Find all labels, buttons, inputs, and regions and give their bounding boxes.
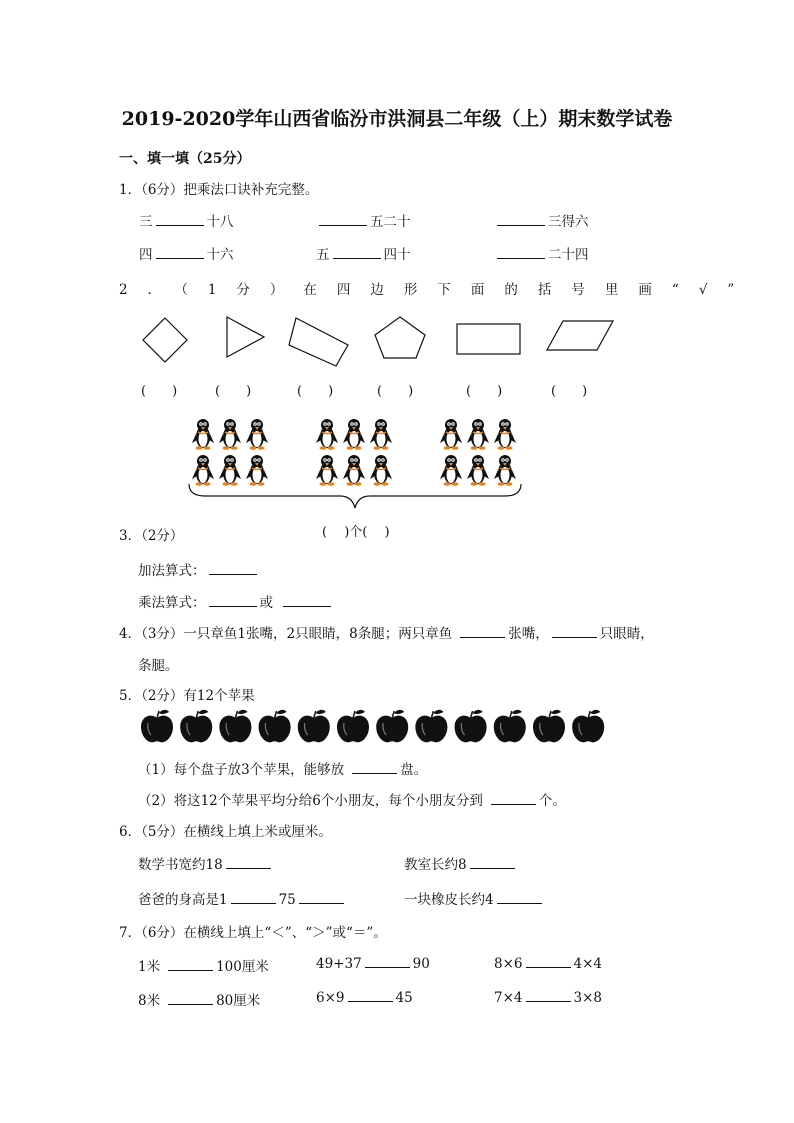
apple-icon [337,710,369,742]
question-6-stem: 6．（5分）在横线上填上米或厘米。 [119,824,332,840]
answer-blank[interactable] [526,955,571,968]
q7-item: 49+37 90 [316,956,430,972]
answer-paren[interactable]: ( ) [551,384,588,399]
pentagon-shape [375,317,425,358]
penguin-icon [316,455,338,486]
penguin-icon [246,419,268,450]
q1-item-1: 三 十八 [139,214,234,230]
penguin-icon [467,419,489,450]
apple-icon [180,710,212,742]
rectangle-shape [457,324,520,354]
answer-paren[interactable]: ( ) [466,384,503,399]
q6-item-b: 教室长约8 [404,853,518,873]
penguin-icon [494,455,516,486]
question-3-stem: 3．（2分） [119,528,184,544]
penguin-icon [440,455,462,486]
penguin-icon [370,419,392,450]
penguin-icon [440,419,462,450]
answer-blank[interactable] [470,856,515,869]
q5-part-1: （1）每个盘子放3个苹果，能够放 盘。 [138,762,428,778]
answer-blank[interactable] [526,989,571,1002]
answer-blank[interactable] [299,891,344,904]
q1-item-3: 三得六 [494,210,589,230]
quadrilateral-shape [289,318,348,366]
penguin-icon [219,419,241,450]
page-title: 2019-2020学年山西省临汾市洪洞县二年级（上）期末数学试卷 [121,108,673,130]
answer-blank[interactable] [168,958,213,971]
answer-blank[interactable] [209,562,257,575]
answer-blank[interactable] [168,992,213,1005]
apple-icon [572,710,604,742]
question-1-stem: 1．（6分）把乘法口诀补充完整。 [119,182,319,198]
answer-paren[interactable]: ( ) [297,384,334,399]
parallelogram-shape [547,321,613,350]
answer-blank[interactable] [231,891,276,904]
apple-icon [141,710,173,742]
answer-blank[interactable] [333,246,381,259]
penguin-caption: ( )个( ) [322,525,390,540]
penguin-groups-figure [0,412,794,522]
q4-legs: 条腿。 [138,658,179,674]
apple-icon [298,710,330,742]
q3-multiplication: 乘法算式： 或 [138,591,334,611]
section-heading: 一、填一填（25分） [119,151,251,167]
q7-item: 8×6 4×4 [494,956,602,972]
q3-addition: 加法算式： [138,559,260,579]
q1-item-5: 五 四十 [316,247,411,263]
answer-blank[interactable] [156,213,204,226]
answer-blank[interactable] [226,856,271,869]
apples-figure [0,708,794,748]
answer-blank[interactable] [283,594,331,607]
question-5-stem: 5．（2分）有12个苹果 [119,688,255,704]
question-4-stem: 4．（3分）一只章鱼1张嘴，2只眼睛，8条腿；两只章鱼 张嘴， 只眼睛， [119,626,654,642]
answer-paren[interactable]: ( ) [377,384,414,399]
apple-icon [494,710,526,742]
curly-brace [189,484,521,508]
answer-blank[interactable] [156,246,204,259]
apple-icon [259,710,291,742]
shapes-figure [0,312,794,372]
answer-blank[interactable] [348,989,393,1002]
penguin-icon [494,419,516,450]
penguin-icon [316,419,338,450]
q5-part-2: （2）将这12个苹果平均分给6个小朋友，每个小朋友分到 个。 [138,793,566,809]
answer-blank[interactable] [552,625,597,638]
q7-item: 6×9 45 [316,990,413,1006]
answer-blank[interactable] [497,246,545,259]
question-2-stem: 2．（1分）在四边形下面的括号里画“√” [119,282,755,298]
penguin-icon [467,455,489,486]
answer-paren[interactable]: ( ) [141,384,178,399]
triangle-shape [227,317,264,357]
q1-item-6: 二十四 [494,243,589,263]
apple-icon [533,710,565,742]
q6-item-d: 一块橡皮长约4 [404,888,545,908]
penguin-icon [192,455,214,486]
apple-icon [455,710,487,742]
answer-blank[interactable] [209,594,257,607]
penguin-icon [343,455,365,486]
answer-blank[interactable] [491,792,536,805]
q7-item: 1米 100厘米 [138,959,269,975]
penguin-icon [192,419,214,450]
answer-blank[interactable] [497,891,542,904]
answer-blank[interactable] [497,213,545,226]
q7-item: 8米 80厘米 [138,993,261,1009]
q6-item-c: 爸爸的身高是1 75 [138,888,347,908]
answer-blank[interactable] [352,761,397,774]
q1-item-4: 四 十六 [139,247,234,263]
q7-item: 7×4 3×8 [494,990,602,1006]
penguin-icon [370,455,392,486]
answer-paren[interactable]: ( ) [215,384,252,399]
penguin-icon [219,455,241,486]
penguin-icon [246,455,268,486]
diamond-shape [143,318,187,362]
q1-item-2: 五二十 [316,210,411,230]
apple-icon [415,710,447,742]
apple-icon [219,710,251,742]
question-7-stem: 7．（6分）在横线上填上“＜”、“＞”或“＝”。 [119,925,387,941]
answer-blank[interactable] [319,213,367,226]
answer-blank[interactable] [460,625,505,638]
answer-blank[interactable] [365,955,410,968]
q6-item-a: 数学书宽约18 [138,853,274,873]
apple-icon [376,710,408,742]
penguin-icon [343,419,365,450]
